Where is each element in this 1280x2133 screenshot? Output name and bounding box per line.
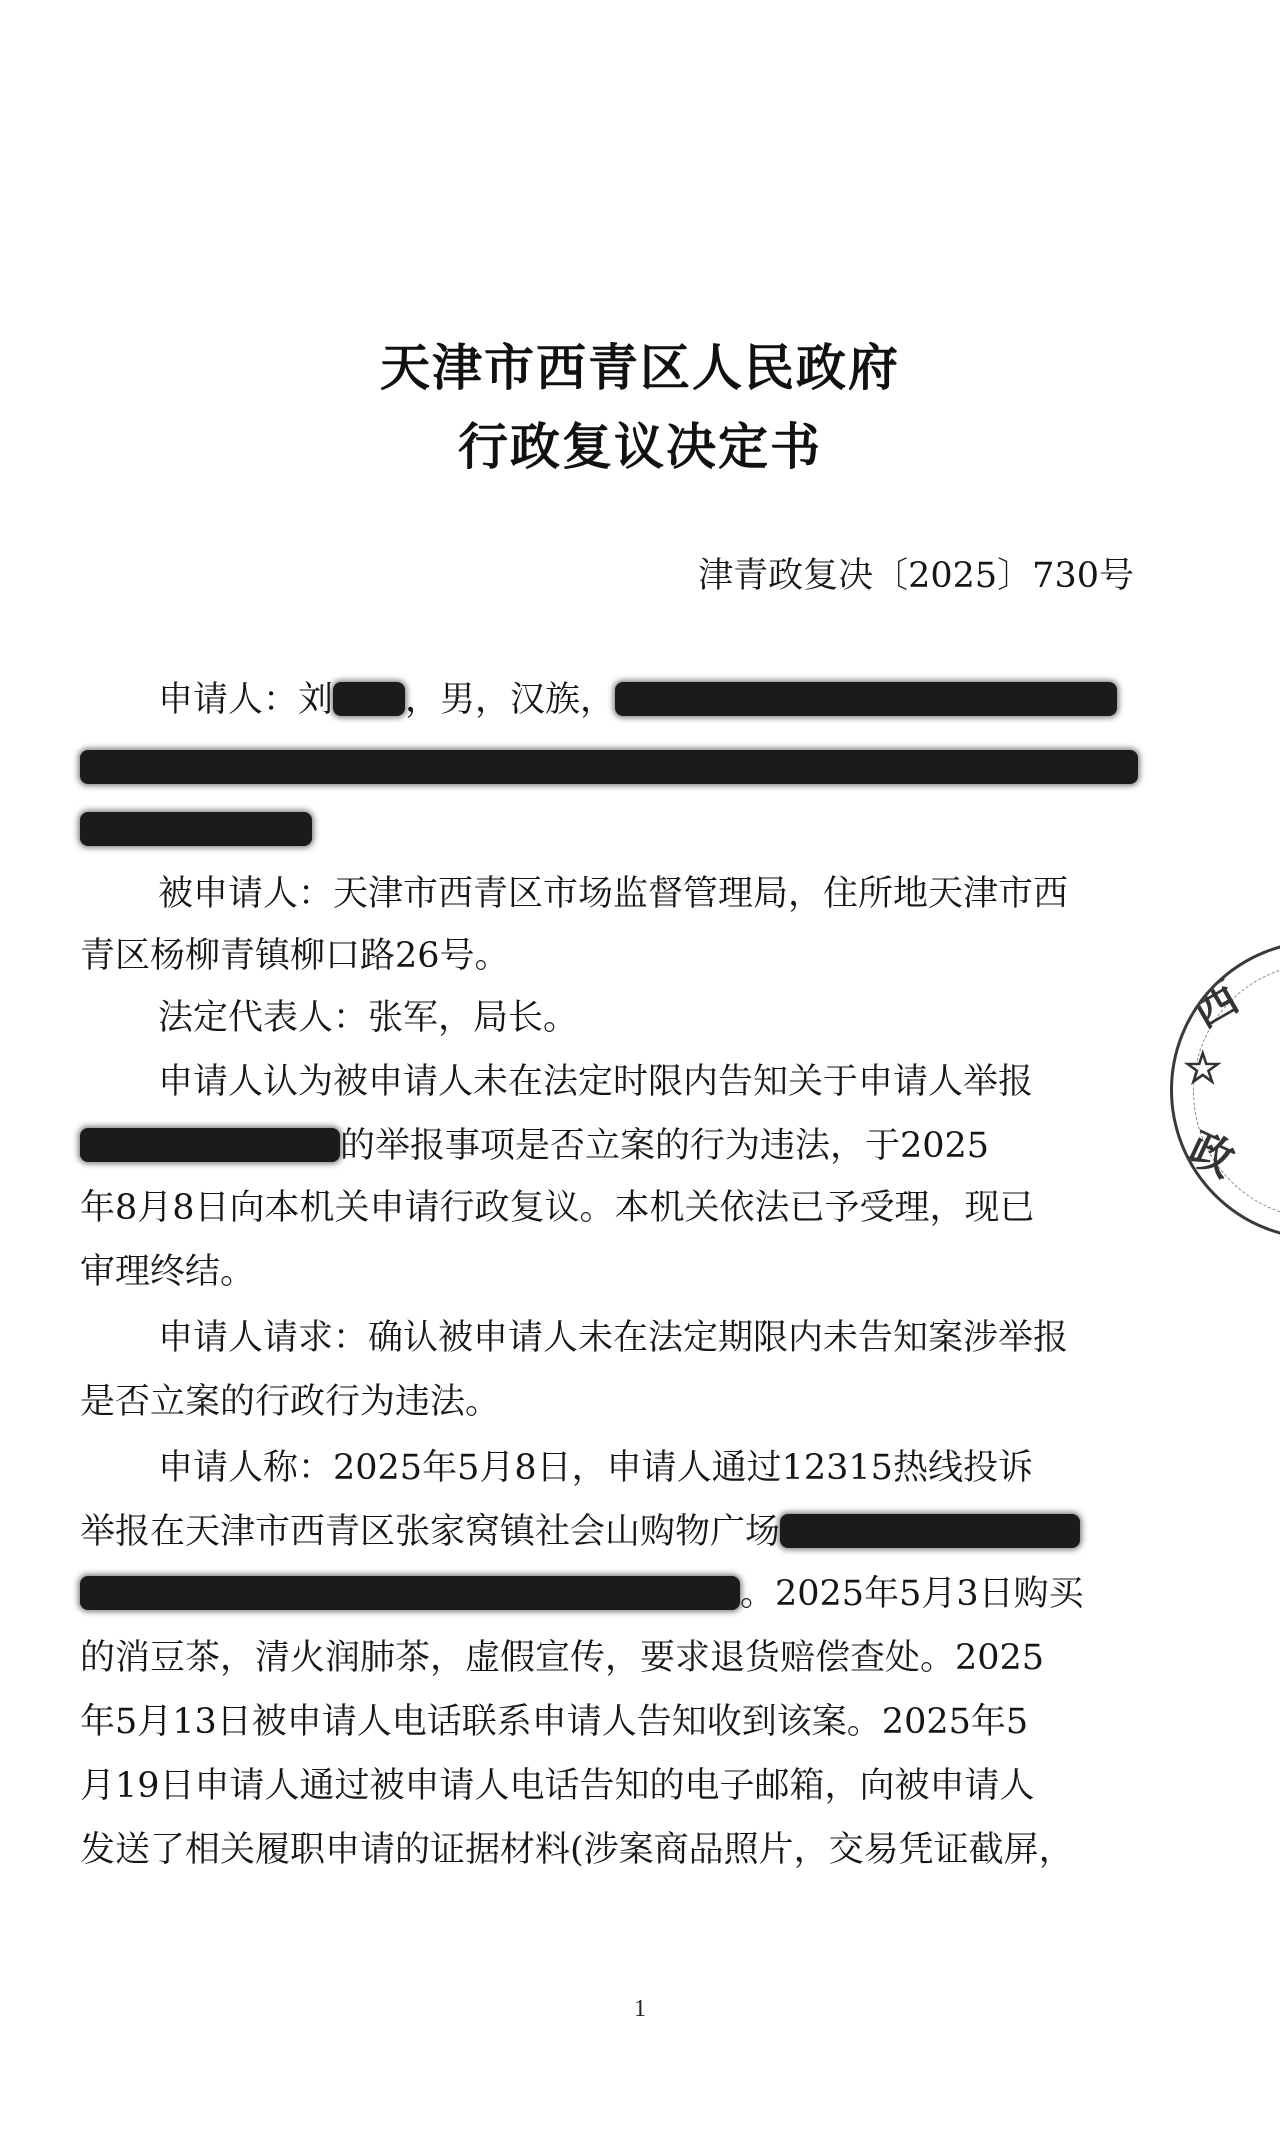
request-line2: 是否立案的行政行为违法。 xyxy=(80,1382,501,1422)
statement-line: 的消豆茶，清火润肺茶，虚假宣传，要求退货赔偿查处。2025 xyxy=(80,1638,1045,1678)
page-number: 1 xyxy=(634,1996,646,2022)
applicant-id-line xyxy=(80,744,1138,792)
redaction-mark xyxy=(80,1128,340,1162)
document-title-line2: 行政复议决定书 xyxy=(458,417,822,476)
paragraph-line: 申请人认为被申请人未在法定时限内告知关于申请人举报 xyxy=(158,1062,1034,1102)
document-title-line1: 天津市西青区人民政府 xyxy=(380,338,900,397)
legal-representative: 法定代表人：张军，局长。 xyxy=(158,998,579,1038)
seal-glyph: 政 xyxy=(1180,1122,1242,1188)
redaction-mark xyxy=(80,750,1138,784)
applicant-info: ，男，汉族， xyxy=(405,680,616,720)
seal-glyph: 西 xyxy=(1183,971,1248,1038)
redaction-mark xyxy=(615,682,1117,716)
statement-line: 月19日申请人通过被申请人电话告知的电子邮箱，向被申请人 xyxy=(80,1766,1035,1806)
statement-text: 。2025年5月3日购买 xyxy=(740,1574,1084,1614)
respondent-line2: 青区杨柳青镇柳口路26号。 xyxy=(80,936,510,976)
statement-text: 举报在天津市西青区张家窝镇社会山购物广场 xyxy=(80,1512,781,1552)
redaction-mark xyxy=(780,1514,1080,1548)
statement-line xyxy=(80,1508,1080,1556)
statement-line: 申请人称：2025年5月8日，申请人通过12315热线投诉 xyxy=(158,1448,1033,1488)
redaction-mark xyxy=(80,1576,740,1610)
applicant-address-line xyxy=(80,806,312,854)
paragraph-text: 的举报事项是否立案的行为违法，于2025 xyxy=(340,1126,990,1166)
respondent-line1: 被申请人：天津市西青区市场监督管理局，住所地天津市西 xyxy=(158,874,1069,914)
applicant-label: 申请人：刘 xyxy=(158,680,334,720)
applicant-line xyxy=(158,676,1117,724)
document-number: 津青政复决〔2025〕730号 xyxy=(698,556,1134,596)
statement-line: 发送了相关履职申请的证据材料(涉案商品照片，交易凭证截屏， xyxy=(80,1830,1074,1870)
request-line1: 申请人请求：确认被申请人未在法定期限内未告知案涉举报 xyxy=(158,1318,1069,1358)
statement-line: 年5月13日被申请人电话联系申请人告知收到该案。2025年5 xyxy=(80,1702,1029,1742)
official-seal xyxy=(1170,940,1280,1240)
redaction-mark xyxy=(80,812,312,846)
statement-line xyxy=(80,1570,1084,1618)
redaction-mark xyxy=(333,682,405,716)
seal-glyph: ☆ xyxy=(1183,1043,1223,1094)
paragraph-line: 审理终结。 xyxy=(80,1252,256,1292)
paragraph-line xyxy=(80,1122,989,1170)
paragraph-line: 年8月8日向本机关申请行政复议。本机关依法已予受理，现已 xyxy=(80,1188,1035,1228)
